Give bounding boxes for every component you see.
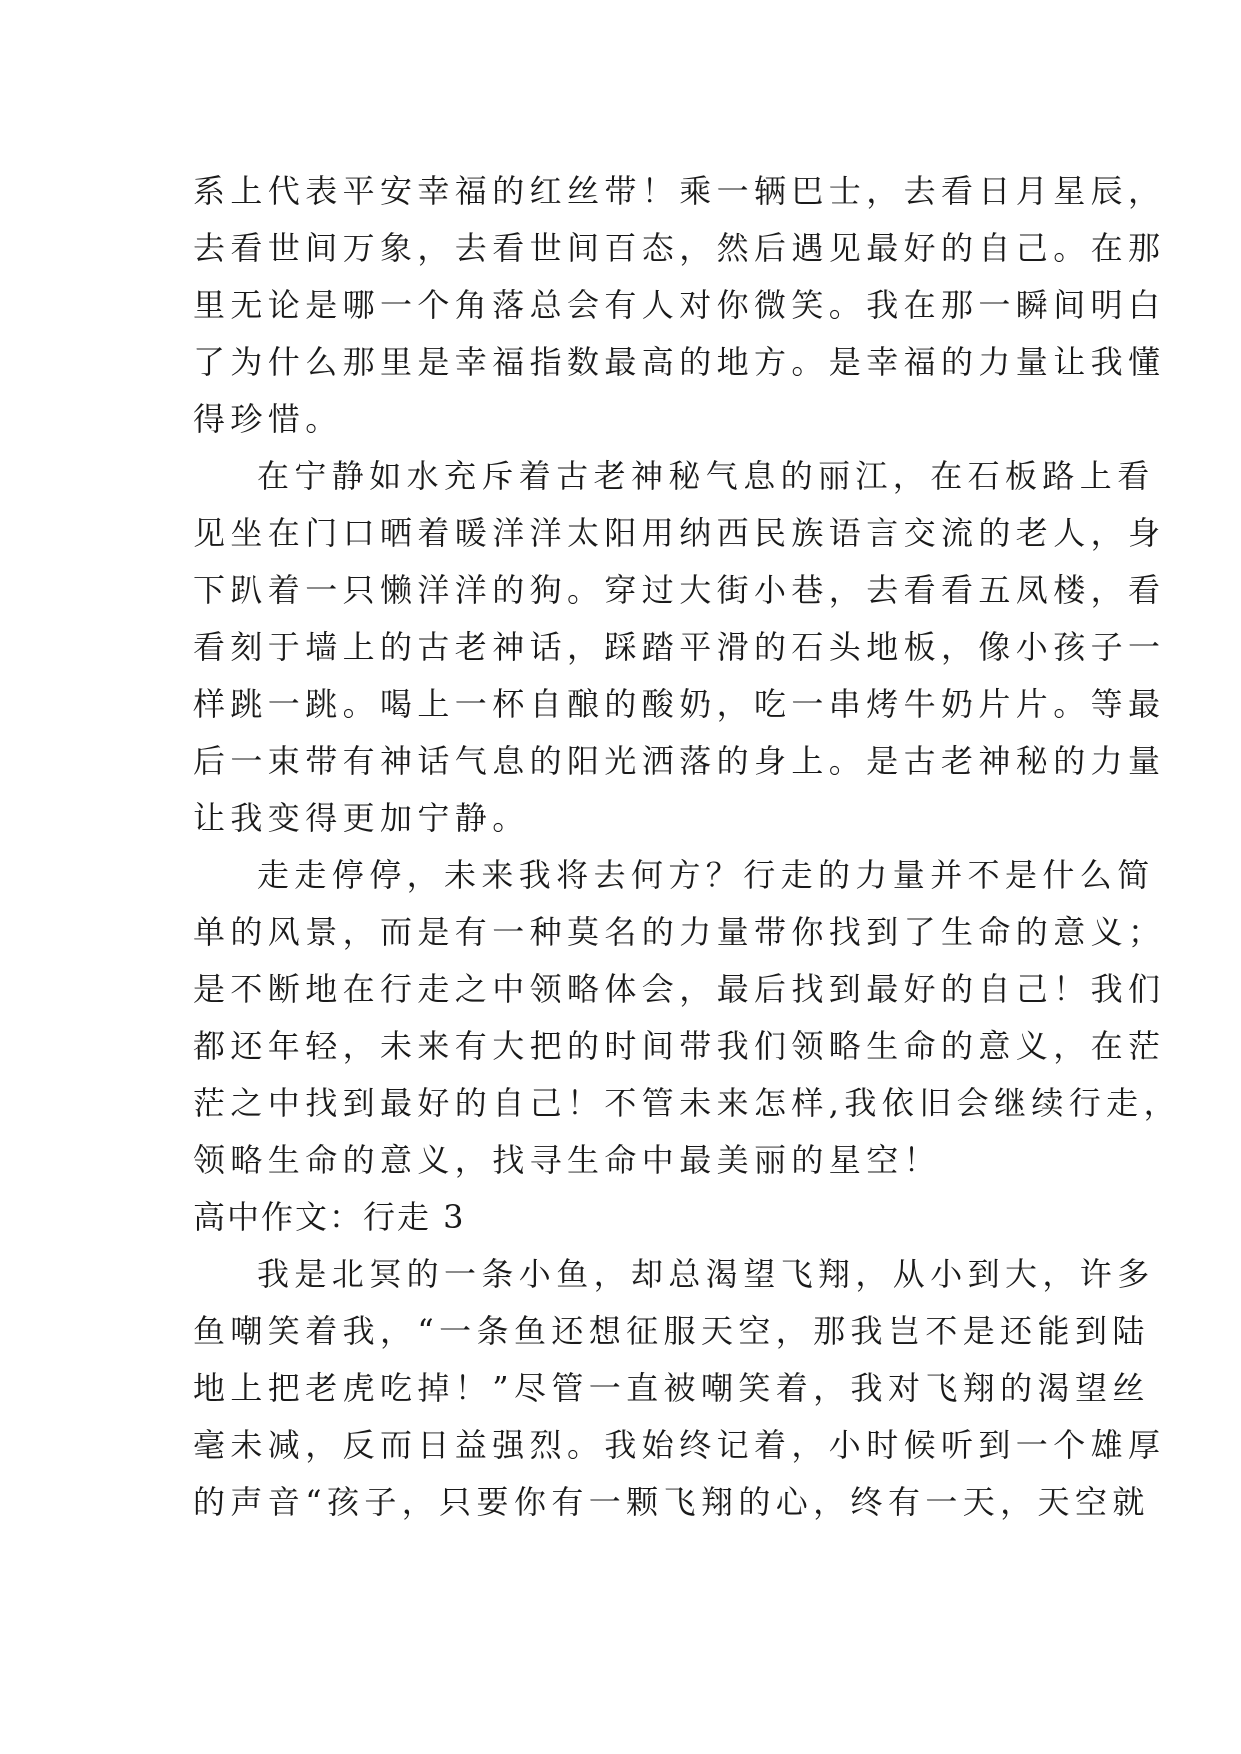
text-line: 鱼嘲笑着我，“一条鱼还想征服天空，那我岂不是还能到陆 <box>193 1312 1150 1350</box>
text-line: 单的风景，而是有一种莫名的力量带你找到了生命的意义； <box>193 913 1166 951</box>
text-line: 去看世间万象，去看世间百态，然后遇见最好的自己。在那 <box>193 229 1166 267</box>
paragraph-first-line: 在宁静如水充斥着古老神秘气息的丽江，在石板路上看 <box>257 457 1155 495</box>
text-line: 看刻于墙上的古老神话，踩踏平滑的石头地板，像小孩子一 <box>193 628 1166 666</box>
text-line: 地上把老虎吃掉！”尽管一直被嘲笑着，我对飞翔的渴望丝 <box>193 1369 1150 1407</box>
text-line: 的声音“孩子，只要你有一颗飞翔的心，终有一天，天空就 <box>193 1483 1150 1521</box>
text-line: 下趴着一只懒洋洋的狗。穿过大街小巷，去看看五凤楼，看 <box>193 571 1166 609</box>
text-line: 让我变得更加宁静。 <box>193 799 530 837</box>
paragraph-first-line: 我是北冥的一条小鱼，却总渴望飞翔，从小到大，许多 <box>257 1255 1155 1293</box>
text-line: 里无论是哪一个角落总会有人对你微笑。我在那一瞬间明白 <box>193 286 1166 324</box>
text-line: 见坐在门口晒着暖洋洋太阳用纳西民族语言交流的老人，身 <box>193 514 1166 552</box>
text-line: 都还年轻，未来有大把的时间带我们领略生命的意义，在茫 <box>193 1027 1166 1065</box>
text-line: 得珍惜。 <box>193 400 343 438</box>
section-heading: 高中作文：行走 3 <box>193 1198 466 1236</box>
text-line: 了为什么那里是幸福指数最高的地方。是幸福的力量让我懂 <box>193 343 1166 381</box>
text-line: 系上代表平安幸福的红丝带！乘一辆巴士，去看日月星辰， <box>193 172 1166 210</box>
text-line: 茫之中找到最好的自己！不管未来怎样,我依旧会继续行走， <box>193 1084 1181 1122</box>
text-line: 毫未减，反而日益强烈。我始终记着，小时候听到一个雄厚 <box>193 1426 1166 1464</box>
text-line: 后一束带有神话气息的阳光洒落的身上。是古老神秘的力量 <box>193 742 1166 780</box>
text-line: 是不断地在行走之中领略体会，最后找到最好的自己！我们 <box>193 970 1166 1008</box>
paragraph-first-line: 走走停停，未来我将去何方？行走的力量并不是什么简 <box>257 856 1155 894</box>
text-line: 领略生命的意义，找寻生命中最美丽的星空！ <box>193 1141 942 1179</box>
text-line: 样跳一跳。喝上一杯自酿的酸奶，吃一串烤牛奶片片。等最 <box>193 685 1166 723</box>
